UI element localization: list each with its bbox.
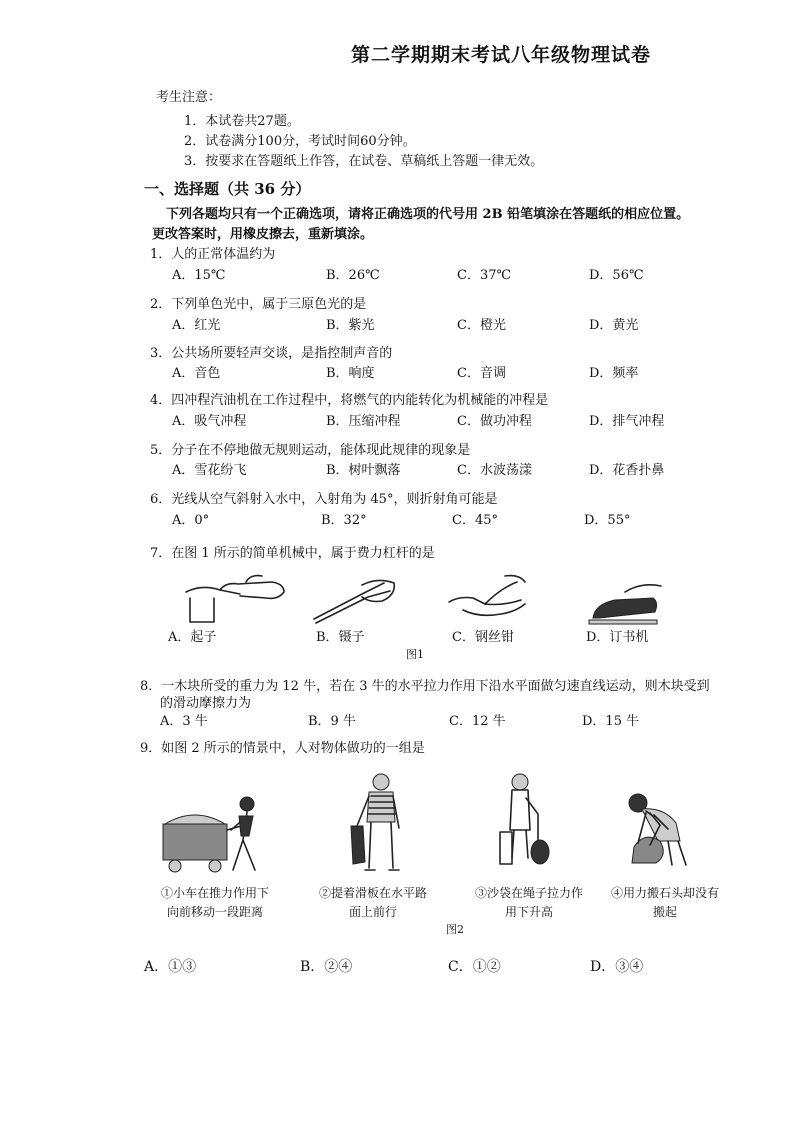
option: D．15 牛 [582,714,640,729]
stapler-icon [585,572,665,628]
notice-item: 1．本试卷共27题。 [184,114,300,129]
option: D．花香扑鼻 [589,463,665,478]
figure-caption: 图1 [406,648,424,661]
option: C．45° [452,513,498,528]
question-stem: 1．人的正常体温约为 [150,247,276,262]
option: A．15℃ [172,268,226,283]
figure-caption: 图2 [446,923,464,936]
option: B．26℃ [326,268,380,283]
question-stem: 8．一木块所受的重力为 12 牛，若在 3 牛的水平拉力作用下沿水平面做匀速直线运动，则木块受到 [140,679,710,694]
question-stem: 的滑动摩擦力为 [160,696,252,711]
option: D．频率 [589,366,639,381]
option: B．响度 [326,366,375,381]
scene-caption: ①小车在推力作用下 向前移动一段距离 [160,886,269,919]
option: A．吸气冲程 [172,414,247,429]
tweezers-icon [310,575,400,625]
bottle-opener-icon [180,570,290,626]
option: A．0° [172,513,210,528]
option: D．黄光 [589,318,639,333]
option: A．雪花纷飞 [172,463,247,478]
option: A．3 牛 [160,714,208,729]
scene-caption: ③沙袋在绳子拉力作 用下升高 [474,886,583,919]
option: B．紫光 [326,318,375,333]
section-instruction: 下列各题均只有一个正确选项，请将正确选项的代号用 2B 铅笔填涂在答题纸的相应位置。 [166,207,690,222]
cart-push-icon [155,790,280,880]
section-instruction: 更改答案时，用橡皮擦去，重新填涂。 [152,227,374,242]
option: C．音调 [457,366,506,381]
option: B．压缩冲程 [326,414,401,429]
page-title: 第二学期期末考试八年级物理试卷 [351,44,652,66]
skateboard-carry-icon [335,770,425,880]
option: B．②④ [300,959,353,975]
option: D．56℃ [589,268,644,283]
option: B．32° [321,513,367,528]
option: A．音色 [172,366,221,381]
question-stem: 5．分子在不停地做无规则运动，能体现此规律的现象是 [150,443,471,458]
question-stem: 6．光线从空气斜射入水中，入射角为 45°，则折射角可能是 [150,492,498,507]
option: B．树叶飘落 [326,463,401,478]
notice-heading: 考生注意： [156,90,222,105]
option: D．订书机 [586,630,649,645]
option: A．红光 [172,318,221,333]
question-stem: 7．在图 1 所示的简单机械中，属于费力杠杆的是 [150,546,435,561]
question-stem: 4．四冲程汽油机在工作过程中，将燃气的内能转化为机械能的冲程是 [150,393,549,408]
scene-caption: ④用力搬石头却没有 搬起 [610,886,719,919]
option: C．水波荡漾 [457,463,532,478]
notice-item: 2．试卷满分100分，考试时间60分钟。 [184,134,416,149]
option: D．排气冲程 [589,414,665,429]
section-heading: 一、选择题（共 36 分） [144,180,311,198]
option: C．①② [448,959,501,975]
option: C．12 牛 [449,714,506,729]
option: C．做功冲程 [457,414,532,429]
option: C．橙光 [457,318,506,333]
option: B．9 牛 [308,714,356,729]
option: A．①③ [144,959,197,975]
option: C．钢丝钳 [452,630,514,645]
option: D．55° [584,513,631,528]
option: A．起子 [168,630,217,645]
question-stem: 3．公共场所要轻声交谈，是指控制声音的 [150,346,393,361]
sandbag-lift-icon [490,768,580,868]
rock-lift-icon [620,785,715,875]
question-stem: 2．下列单色光中，属于三原色光的是 [150,297,367,312]
notice-item: 3．按要求在答题纸上作答，在试卷、草稿纸上答题一律无效。 [184,154,544,169]
pliers-icon [445,572,530,627]
option: C．37℃ [457,268,512,283]
question-stem: 9．如图 2 所示的情景中，人对物体做功的一组是 [140,741,425,756]
option: D．③④ [590,959,644,975]
option: B．镊子 [316,630,365,645]
scene-caption: ②提着滑板在水平路 面上前行 [318,886,427,919]
